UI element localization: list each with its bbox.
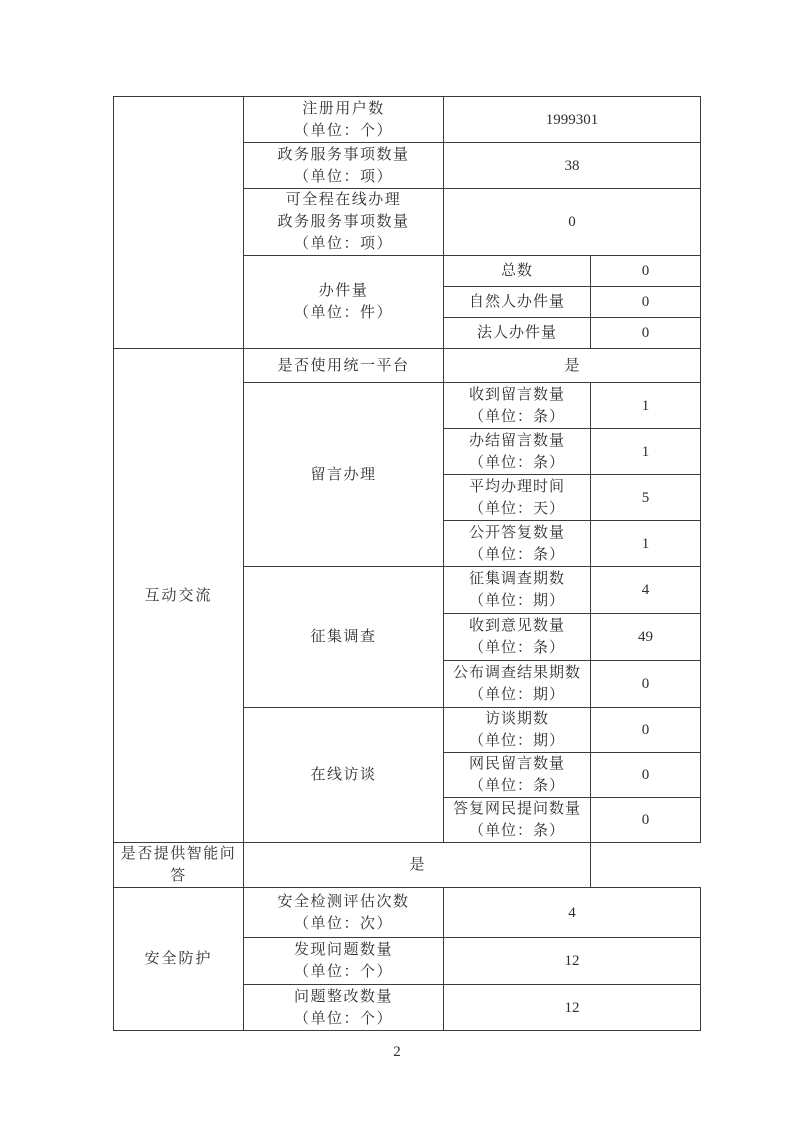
value-cell-netizen-questions-answered: 0 — [591, 798, 701, 843]
cell-text-line: 公布调查结果期数 — [452, 665, 581, 681]
subitem-cell-opinions-received — [444, 614, 591, 661]
item-cell-unified-platform: 是否使用统一平台 — [244, 349, 444, 383]
cell-text-line: （单位：条） — [468, 778, 565, 794]
subitem-cell-legal-person: 法人办件量 — [444, 318, 591, 349]
category-cell-interaction: 互动交流 — [114, 349, 244, 843]
category-cell-security: 安全防护 — [114, 888, 244, 1031]
cell-text-line: 办件量 — [318, 283, 369, 299]
cell-text-line: 答复网民提问数量 — [452, 801, 581, 817]
subitem-cell-avg-handling-time — [444, 475, 591, 521]
cell-text-line: 平均办理时间 — [468, 478, 565, 495]
page-number: 2 — [393, 1044, 401, 1060]
cell-text-line: （单位：个） — [293, 964, 393, 980]
cell-text-line: 安全检测评估次数 — [277, 893, 410, 910]
cell-text-line: （单位：次） — [293, 915, 393, 932]
cell-text-line: 征集调查期数 — [468, 571, 565, 587]
cell-text-line: 收到留言数量 — [468, 386, 565, 403]
cell-text-line: （单位：项） — [293, 236, 393, 252]
value-cell-messages-received: 1 — [591, 383, 701, 429]
cell-text-line: 问题整改数量 — [293, 988, 393, 1005]
item-cell-survey: 征集调查 — [244, 567, 444, 708]
table-row — [114, 843, 701, 888]
value-cell-unified-platform: 是 — [444, 349, 701, 383]
value-cell-service-items: 38 — [444, 143, 701, 189]
subitem-cell-netizen-questions-answered — [444, 798, 591, 843]
cell-text-line: 发现问题数量 — [293, 942, 393, 958]
value-cell-total: 0 — [591, 256, 701, 287]
cell-text-line: （单位：个） — [293, 122, 393, 139]
cell-text-line: （单位：件） — [293, 305, 393, 321]
value-cell-messages-resolved: 1 — [591, 429, 701, 475]
value-cell-netizen-messages: 0 — [591, 753, 701, 798]
item-cell-service-items — [244, 143, 444, 189]
item-cell-smart-qa: 是否提供智能问答 — [114, 843, 244, 888]
subitem-cell-messages-resolved — [444, 429, 591, 475]
cell-text-line: （单位：条） — [468, 454, 565, 471]
item-cell-problems-found — [244, 938, 444, 985]
item-cell-registered-users — [244, 97, 444, 143]
value-cell-problems-found: 12 — [444, 938, 701, 985]
cell-text-line: （单位：期） — [468, 593, 565, 609]
cell-text-line: 政务服务事项数量 — [277, 214, 410, 230]
table-row — [114, 349, 701, 383]
value-cell-security-checks: 4 — [444, 888, 701, 938]
subitem-cell-public-replies — [444, 521, 591, 567]
cell-text-line: （单位：条） — [468, 408, 565, 425]
value-cell-opinions-received: 49 — [591, 614, 701, 661]
value-cell-legal-person: 0 — [591, 318, 701, 349]
subitem-cell-netizen-messages — [444, 753, 591, 798]
value-cell-avg-handling-time: 5 — [591, 475, 701, 521]
cell-text-line: 可全程在线办理 — [285, 192, 402, 208]
value-cell-online-service-items: 0 — [444, 189, 701, 256]
cell-text-line: 政务服务事项数量 — [277, 146, 410, 163]
item-cell-problems-rectified — [244, 985, 444, 1031]
value-cell-natural-person: 0 — [591, 287, 701, 318]
cell-text-line: （单位：期） — [468, 687, 565, 703]
value-cell-interview-periods: 0 — [591, 708, 701, 753]
table-row — [114, 888, 701, 938]
item-cell-case-volume — [244, 256, 444, 349]
subitem-cell-messages-received — [444, 383, 591, 429]
category-cell-blank — [114, 97, 244, 349]
cell-text-line: 办结留言数量 — [468, 432, 565, 449]
table-row — [114, 97, 701, 143]
cell-text-line: （单位：期） — [468, 733, 565, 749]
item-cell-online-service-items — [244, 189, 444, 256]
cell-text-line: （单位：个） — [293, 1010, 393, 1027]
value-cell-public-replies: 1 — [591, 521, 701, 567]
cell-text-line: 访谈期数 — [484, 711, 549, 727]
cell-text-line: （单位：项） — [293, 168, 393, 185]
cell-text-line: 注册用户数 — [302, 100, 385, 117]
subitem-cell-survey-periods — [444, 567, 591, 614]
cell-text-line: （单位：条） — [468, 823, 565, 839]
subitem-cell-survey-results-published — [444, 661, 591, 708]
subitem-cell-total: 总数 — [444, 256, 591, 287]
cell-text-line: （单位：条） — [468, 640, 565, 656]
report-table — [113, 96, 701, 1031]
cell-text-line: 收到意见数量 — [468, 618, 565, 634]
cell-text-line: 公开答复数量 — [468, 524, 565, 541]
value-cell-smart-qa: 是 — [244, 843, 591, 888]
value-cell-survey-results-published: 0 — [591, 661, 701, 708]
item-cell-online-interview: 在线访谈 — [244, 708, 444, 843]
value-cell-survey-periods: 4 — [591, 567, 701, 614]
subitem-cell-natural-person: 自然人办件量 — [444, 287, 591, 318]
cell-text-line: （单位：天） — [468, 500, 565, 517]
value-cell-problems-rectified: 12 — [444, 985, 701, 1031]
item-cell-security-checks — [244, 888, 444, 938]
cell-text-line: （单位：条） — [468, 546, 565, 563]
value-cell-registered-users: 1999301 — [444, 97, 701, 143]
subitem-cell-interview-periods — [444, 708, 591, 753]
item-cell-message-handling: 留言办理 — [244, 383, 444, 567]
cell-text-line: 网民留言数量 — [468, 756, 565, 772]
